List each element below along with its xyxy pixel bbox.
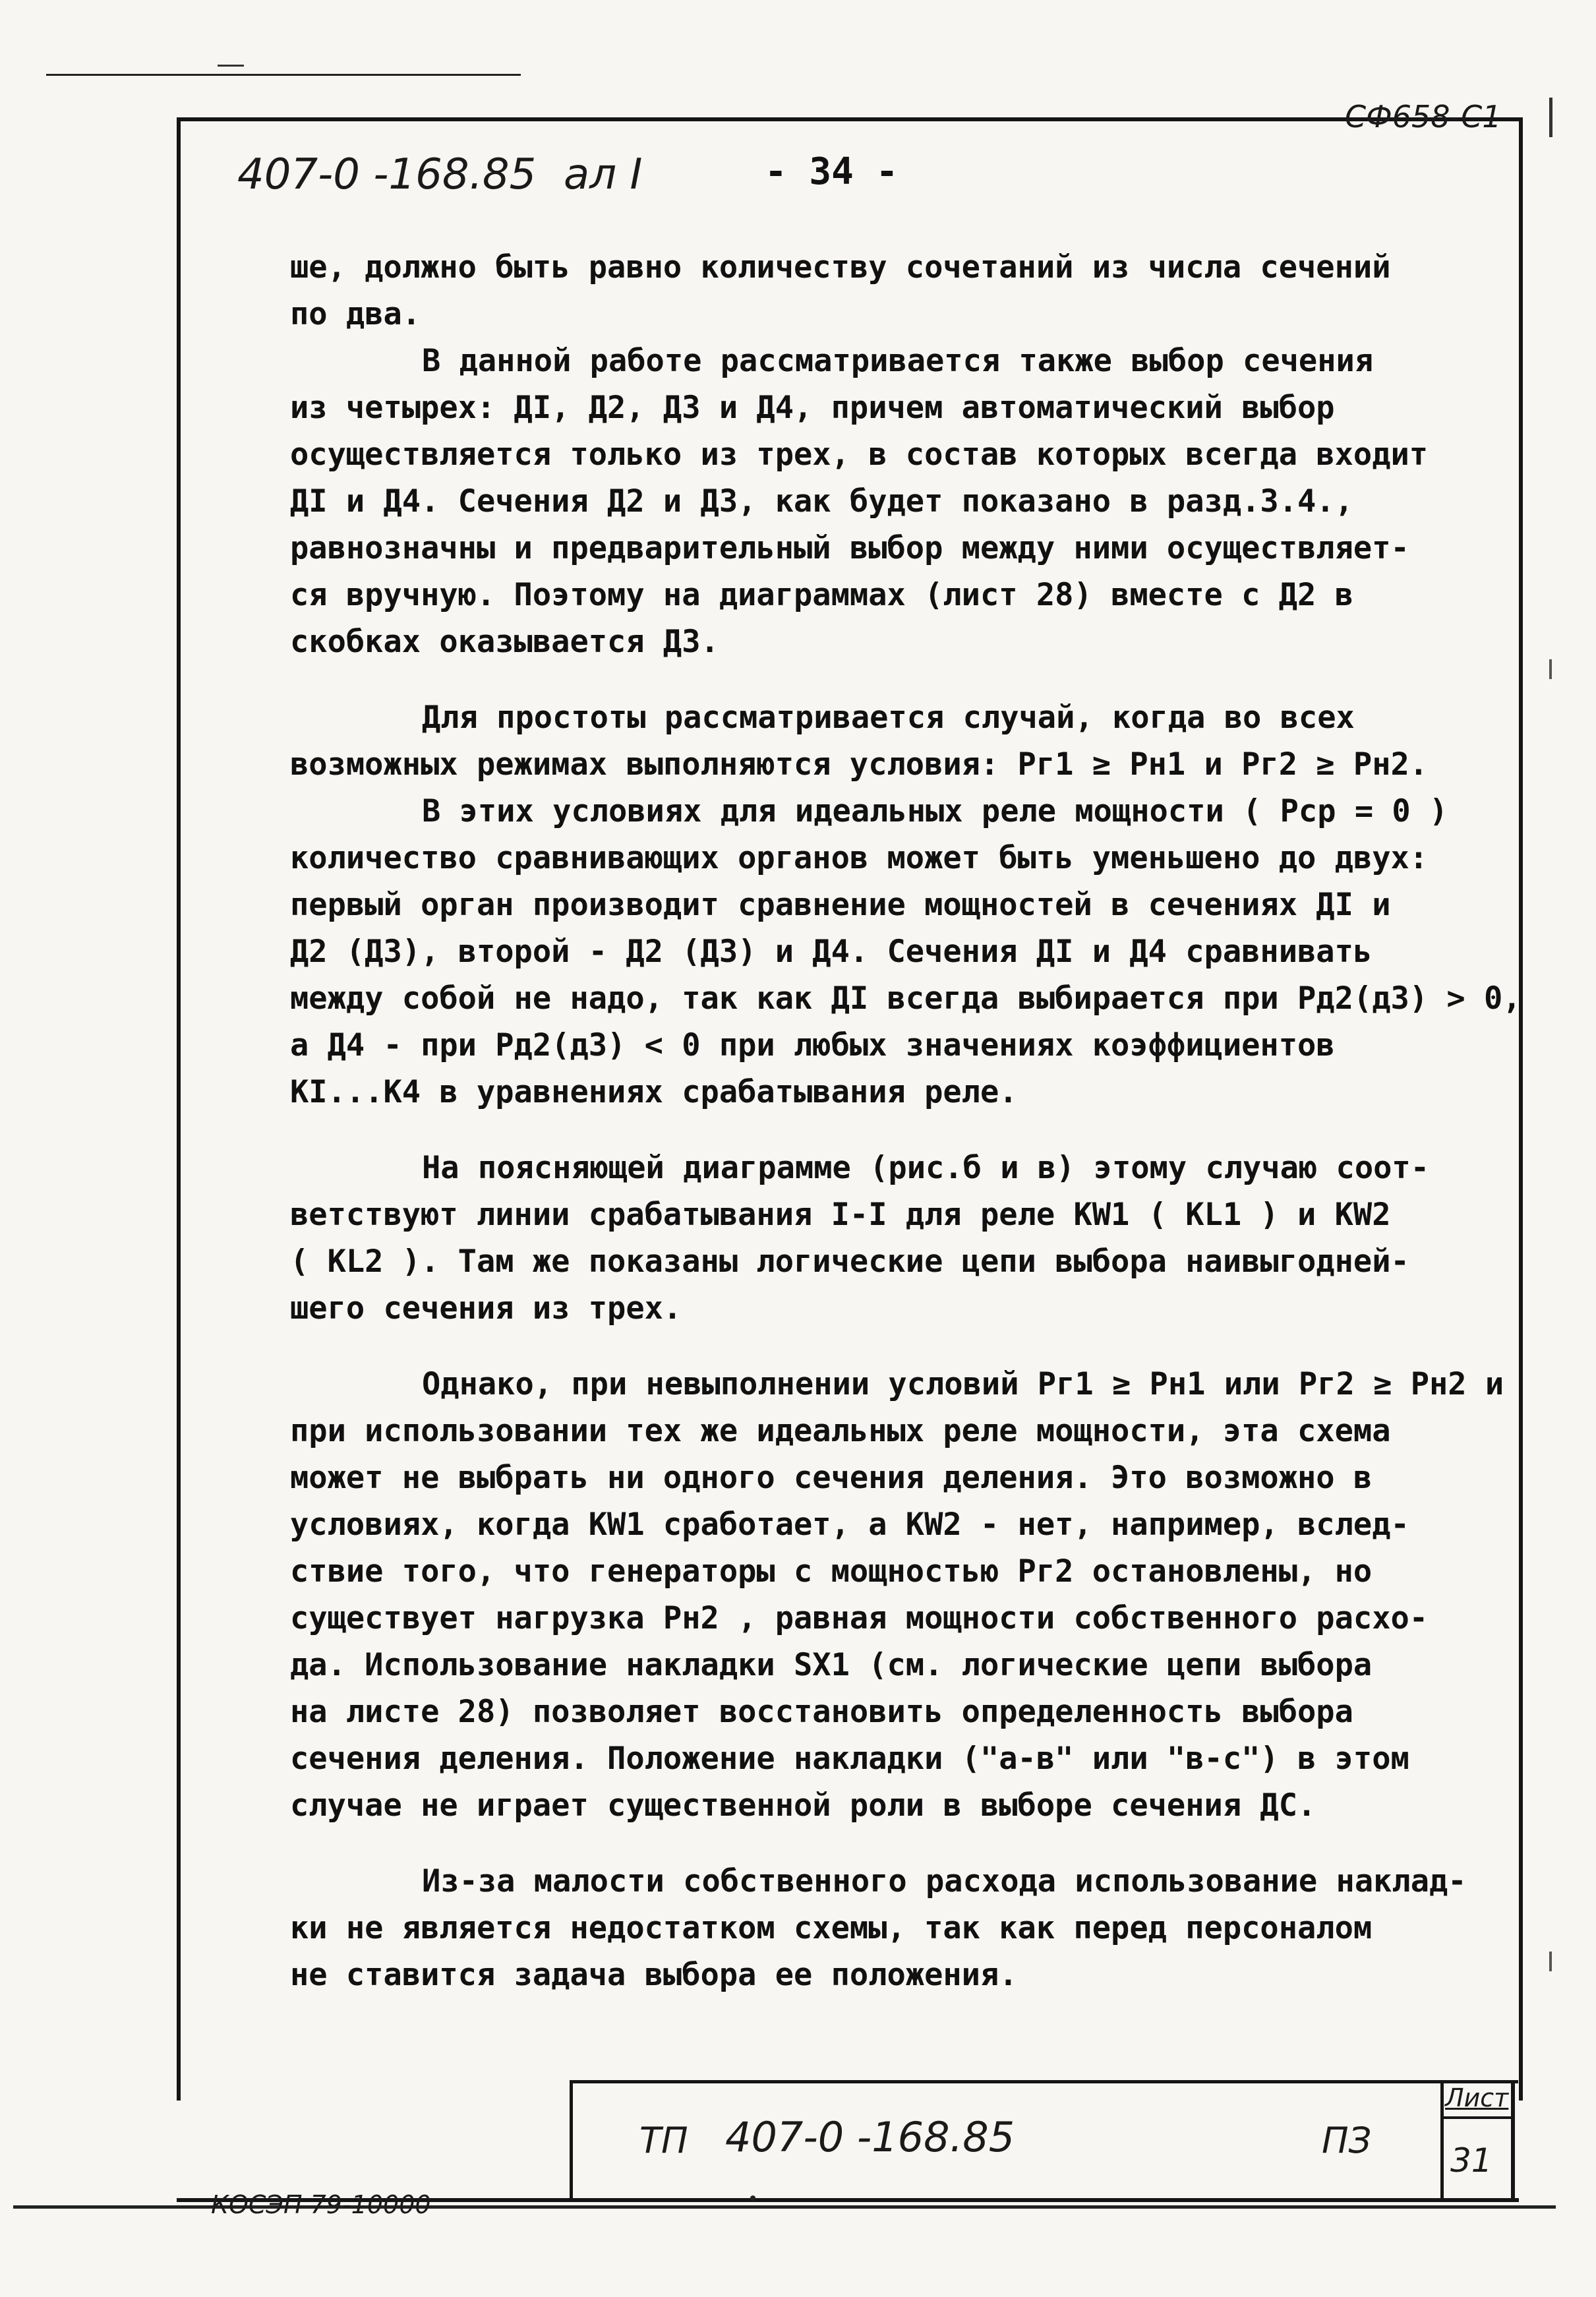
page-top-dash bbox=[218, 65, 244, 67]
paragraph bbox=[290, 1858, 1496, 1998]
title-block-edge bbox=[1511, 2080, 1515, 2202]
header-page-number: - 34 - bbox=[765, 150, 899, 193]
right-edge-mark bbox=[1549, 659, 1552, 679]
paragraph bbox=[290, 338, 1496, 665]
header-album: ал I bbox=[564, 150, 643, 199]
right-edge-mark bbox=[1549, 98, 1552, 137]
page-top-rule bbox=[46, 74, 521, 76]
text-line: первый орган производит сравнение мощностей в сечениях ДI и bbox=[290, 887, 1391, 923]
page-dot bbox=[750, 2195, 755, 2201]
paragraph bbox=[290, 1361, 1504, 1829]
text-line: Однако, при невыполнении условий Pг1 ≥ Pн1 или Pг2 ≥ Pн2 и bbox=[422, 1366, 1504, 1402]
text-line: на листе 28) позволяет восстановить определенность выбора bbox=[290, 1694, 1353, 1730]
right-edge-mark bbox=[1549, 1952, 1552, 1971]
paragraph bbox=[290, 694, 1496, 788]
text-line: КI...К4 в уравнениях срабатывания реле. bbox=[290, 1074, 1018, 1110]
text-line: ствие того, что генераторы с мощностью Pг2 остановлены, но bbox=[290, 1553, 1373, 1590]
text-line: Д2 (Д3), второй - Д2 (Д3) и Д4. Сечения ДI и Д4 сравнивать bbox=[290, 934, 1373, 970]
text-line: а Д4 - при Pд2(д3) < 0 при любых значениях коэффициентов bbox=[290, 1027, 1335, 1063]
text-line: ся вручную. Поэтому на диаграммах (лист 28) вместе с Д2 в bbox=[290, 577, 1353, 613]
paragraph bbox=[290, 1145, 1496, 1332]
text-line: между собой не надо, так как ДI всегда выбирается при Pд2(д3) > 0, bbox=[290, 980, 1522, 1017]
text-line: из четырех: ДI, Д2, Д3 и Д4, причем автоматический выбор bbox=[290, 390, 1335, 426]
paragraph-gap bbox=[290, 665, 1496, 694]
title-block-divider bbox=[1440, 2116, 1514, 2119]
header-doc-number: 407-0 -168.85 bbox=[237, 150, 537, 199]
text-line: существует нагрузка Pн2 , равная мощности собственного расхо- bbox=[290, 1600, 1429, 1636]
paragraph-gap bbox=[290, 1116, 1496, 1145]
text-line: ки не является недостатком схемы, так как перед персоналом bbox=[290, 1910, 1373, 1946]
text-line: ( KL2 ). Там же показаны логические цепи выбора наивыгодней- bbox=[290, 1243, 1409, 1280]
form-code: КОСЭП 79-10000 bbox=[211, 2190, 431, 2219]
paragraph-gap bbox=[290, 1332, 1496, 1361]
text-line: не ставится задача выбора ее положения. bbox=[290, 1957, 1018, 1993]
text-line: сечения деления. Положение накладки ("а-в" или "в-с") в этом bbox=[290, 1741, 1409, 1777]
text-line: возможных режимах выполняются условия: Pг1 ≥ Pн1 и Pг2 ≥ Pн2. bbox=[290, 746, 1429, 783]
text-line: по два. bbox=[290, 296, 421, 332]
title-block-doc-number: 407-0 -168.85 bbox=[725, 2113, 1015, 2161]
text-line: шего сечения из трех. bbox=[290, 1290, 682, 1327]
text-line: осуществляется только из трех, в состав которых всегда входит bbox=[290, 436, 1429, 473]
text-line: ДI и Д4. Сечения Д2 и Д3, как будет показано в разд.3.4., bbox=[290, 483, 1353, 520]
text-line: На поясняющей диаграмме (рис.б и в) этому случаю соот- bbox=[422, 1150, 1430, 1186]
title-block-divider bbox=[1440, 2080, 1444, 2199]
text-line: В этих условиях для идеальных реле мощности ( Pср = 0 ) bbox=[422, 793, 1448, 829]
text-line: Из-за малости собственного расхода использование наклад- bbox=[422, 1863, 1467, 1899]
title-block-doc-type: ПЗ bbox=[1322, 2120, 1372, 2161]
title-block-sheet-number: 31 bbox=[1450, 2141, 1493, 2180]
text-line: ше, должно быть равно количеству сочетаний из числа сечений bbox=[290, 249, 1391, 285]
paragraph-gap bbox=[290, 1829, 1496, 1858]
text-line: Для простоты рассматривается случай, когда во всех bbox=[422, 700, 1355, 736]
text-line: равнозначны и предварительный выбор между ними осуществляет- bbox=[290, 530, 1409, 566]
title-block-sheet-label: Лист bbox=[1445, 2083, 1509, 2112]
body-text bbox=[290, 244, 1522, 1998]
text-line: скобках оказывается Д3. bbox=[290, 624, 719, 660]
text-line: случае не играет существенной роли в выборе сечения ДС. bbox=[290, 1787, 1316, 1824]
paragraph bbox=[290, 788, 1522, 1116]
title-block bbox=[570, 2080, 1518, 2202]
text-line: количество сравнивающих органов может быть уменьшено до двух: bbox=[290, 840, 1429, 876]
text-line: при использовании тех же идеальных реле мощности, эта схема bbox=[290, 1413, 1391, 1449]
text-line: да. Использование накладки SX1 (см. логические цепи выбора bbox=[290, 1647, 1373, 1683]
paragraph bbox=[290, 244, 1496, 338]
text-line: ветствуют линии срабатывания I-I для реле KW1 ( KL1 ) и KW2 bbox=[290, 1197, 1391, 1233]
title-block-series: ТП bbox=[639, 2120, 688, 2161]
text-line: условиях, когда KW1 сработает, а KW2 - нет, например, вслед- bbox=[290, 1506, 1409, 1543]
corner-code: СФ658-С1 bbox=[1345, 99, 1502, 134]
text-line: может не выбрать ни одного сечения деления. Это возможно в bbox=[290, 1460, 1373, 1496]
text-line: В данной работе рассматривается также выбор сечения bbox=[422, 343, 1374, 379]
